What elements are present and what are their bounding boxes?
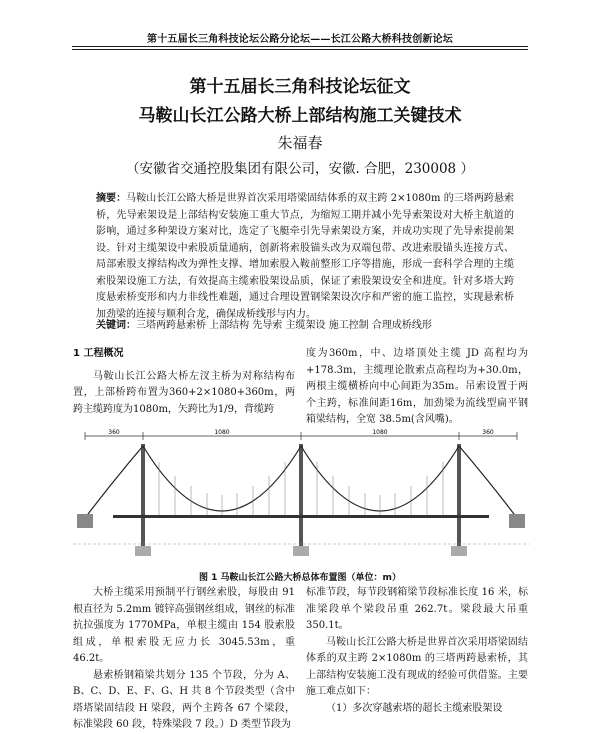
keywords [96,316,514,331]
paper-title: 马鞍山长江公路大桥上部结构施工关键技术 [138,106,462,126]
main-cable-side-left [85,446,143,518]
foundation-middle [293,546,309,556]
running-header: 第十五届长三角科技论坛公路分论坛——长江公路大桥科技创新论坛 [147,34,453,45]
body-left-para-2: 悬索桥钢箱梁共划分 135 个节段，分为 A、B、C、D、E、F、G、H 共 8 个节段类型（含中塔塔梁固结段 H 梁段，两个主跨各 67 个梁段，标准梁段 60 段，特殊梁段 7 段。）D 类型节段为 [73,669,295,730]
header-rule [72,46,528,47]
keywords-text: 三塔两跨悬索桥 上部结构 先导索 主缆架设 施工控制 合理成桥线形 [136,320,432,331]
foundation-right [451,546,467,556]
tower-middle [299,444,303,548]
section1-title: 1 工程概况 [73,348,124,359]
dimension-label-main-left: 1080 [214,429,230,436]
paper-series-title: 第十五届长三角科技论坛征文 [189,77,411,97]
section1-para-left: 马鞍山长江公路大桥左汊主桥为对称结构布置，上部桥跨布置为360+2×1080+360m，两跨主缆跨度为1080m，矢跨比为1/9，背缆跨 [73,370,295,415]
foundation-left [135,546,151,556]
tower-right [457,444,461,548]
dimension-label-main-right: 1080 [372,429,388,436]
tower-left [141,444,145,548]
keywords-label: 关键词： [96,320,136,331]
section1-left-column [73,346,295,418]
body-right-column [306,585,528,717]
header-rule-thin [72,49,528,50]
dimension-label-side-right: 360 [482,429,494,436]
section1-para-right: 度为360m，中、边塔顶处主缆 JD 高程均为+178.3m，主缆理论散索点高程均为+30.0m，两根主缆横桥向中心间距为35m。吊索设置于两个主跨，标准间距16m，加劲梁为流线型扁平钢箱梁结构，全宽 38.5m(含风嘴)。 [306,348,528,425]
author-affiliation: （安徽省交通控股集团有限公司，安徽. 合肥，230008 ） [126,161,474,177]
dimension-label-side-left: 360 [108,429,120,436]
anchorage-right [509,514,525,528]
body-right-para-3: （1）多次穿越索塔的超长主缆索股架设 [326,702,503,714]
abstract-text: 马鞍山长江公路大桥是世界首次采用塔梁固结体系的双主跨 2×1080m 的三塔两跨悬索桥，先导索架设是上部结构安装施工重大节点，为缩短工期并减小先导索架设对大桥主航道的影响，通过多种架设方案对比，选定了飞艇牵引先导索架设方案，并成功实现了先导索提前架设。针对主缆架设中索股质量通病，创新将索股锚头改为双端包带、改进索股锚头连接方式、局部索股支撑结构改为弹性支撑、增加索股入鞍前整形工序等措施，形成一套科学合理的主缆索股架设施工方法，有效提高主缆索股架设品质，保证了索股架设安全和进度。针对多塔大跨度悬索桥变形和内力非线性难题，通过合理设置钢梁架设次序和严密的施工监控，实现悬索桥加劲梁的连接与顺利合龙，确保成桥线形与内力。 [96,193,515,320]
body-right-para-2: 马鞍山长江公路大桥是世界首次采用塔梁固结体系的双主跨 2×1080m 的三塔两跨悬索桥，其上部结构安装施工没有现成的经验可供借鉴。主要施工难点如下： [306,636,528,697]
body-right-para-1: 标准节段，每节段钢箱梁节段标准长度 16 米，标准梁段单个梁段吊重 262.7t。梁段最大吊重 350.1t。 [306,587,528,631]
section1-right-column [306,346,528,429]
figure-caption: 图 1 马鞍山长江公路大桥总体布置图（单位：m） [199,573,401,583]
bridge-layout-figure [73,426,529,566]
main-cable-side-right [459,446,517,518]
author-name: 朱福春 [277,134,323,152]
abstract-label: 摘要： [96,193,127,204]
anchorage-left [77,514,93,528]
body-left-column [73,585,295,734]
body-left-para-1: 大桥主缆采用预制平行钢丝索股，每股由 91 根直径为 5.2mm 镀锌高强钢丝组成，钢丝的标准抗拉强度为 1770MPa，单根主缆由 154 股索股组成，单根索股无应力长 3045.53m，重 46.2t。 [73,587,295,664]
stiffening-girder [113,515,489,518]
abstract [96,191,514,323]
